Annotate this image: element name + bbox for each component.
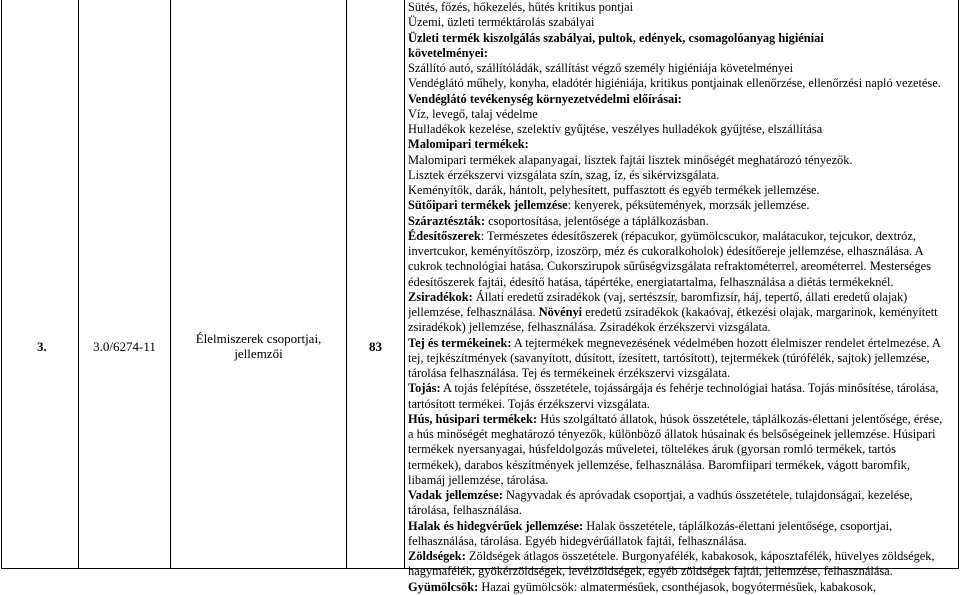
topic-text: termékek), darabos készítmények jellemzése, felhasználása. Baromfiipari termékek, vágott baromfik, (408, 457, 910, 472)
topic-heading-text: Növényi (538, 305, 583, 319)
topic-line (408, 183, 956, 198)
topic-line (408, 519, 956, 534)
topic-text: Üzemi, üzleti terméktárolás szabályai (408, 15, 595, 30)
topic-line (408, 458, 956, 473)
topic-text: : kenyerek, péksütemények, morzsák jellemzése. (567, 198, 810, 213)
topic-heading-text: Tojás: (408, 381, 441, 396)
topic-line (408, 168, 956, 183)
topic-line (408, 107, 956, 122)
topic-heading-text: Gyümölcsök: (408, 579, 479, 594)
topic-text: Nagyvadak és apróvadak csoportjai, a vadhús összetétele, tulajdonságai, kezelése, (502, 488, 913, 502)
topic-line (408, 397, 956, 412)
topic-heading-text: Sütőipari termékek jellemzése (408, 198, 568, 213)
topic-line (408, 0, 956, 15)
topic-line (408, 137, 956, 152)
topic-heading-text: Üzleti termék kiszolgálás szabályai, pultok, edények, csomagolóanyag higiéniai (408, 30, 824, 45)
subject-title-line-1: Élelmiszerek csoportjai, (195, 331, 322, 346)
topic-text: termékek nyersanyagai, húsfeldolgozás műveletei, töltelékes áruk (gyorsan romló termékek, tartós (408, 442, 896, 457)
topic-line (408, 320, 956, 335)
topic-text: A tojás felépítése, összetétele, tojássárgája és fehérje technológiai hatása. Tojás minősítése, tárolása, (440, 381, 939, 396)
topic-heading-text: Vadak jellemzése: (408, 488, 503, 502)
topic-line (408, 305, 956, 320)
topic-line (408, 564, 956, 579)
topic-line (408, 275, 956, 290)
topic-text: libamáj jellemzése, tárolása. (408, 472, 549, 487)
topic-text: Keményítők, darák, hántolt, pelyhesített, puffasztott és egyéb termékek jellemzése. (408, 183, 820, 197)
topic-line (408, 229, 956, 244)
topic-heading-text: Halak és hidegvérűek jellemzése: (408, 518, 584, 533)
topic-line (408, 122, 956, 137)
topic-line (408, 412, 956, 427)
topic-line (408, 76, 956, 91)
topic-text: tárolása, felhasználása. (408, 503, 522, 518)
topic-text: jellemzése, felhasználása. (408, 305, 539, 319)
topic-text: invertcukor, keményítőszörp, izoszörp, méz és cukoralkoholok) édesítőereje jellemzése, elhasználása. A (408, 244, 924, 258)
topics-content (408, 0, 956, 595)
topic-text: Lisztek érzékszervi vizsgálata szín, szag, íz, és sikérvizsgálata. (408, 167, 720, 182)
subject-title (171, 331, 346, 361)
topic-text: Vendéglátó műhely, konyha, eladótér higiéniája, kritikus pontjainak ellenőrzése, ellenőrzési napló vezetése. (408, 76, 941, 91)
row-number-cell (2, 0, 79, 568)
topic-line (408, 214, 956, 229)
topic-text: a hús minőségét meghatározó tényezők, különböző állatok húsainak és belsőségeinek jellemzése. Húsipari (408, 427, 936, 441)
topic-line (408, 488, 956, 503)
topic-line (408, 198, 956, 213)
hours-value: 83 (369, 339, 382, 354)
topic-line (408, 473, 956, 488)
topic-line (408, 351, 956, 366)
topic-text: csoportosítása, jelentősége a táplálkozásban. (485, 213, 709, 228)
topic-heading-text: Édesítőszerek (408, 228, 481, 243)
topic-line (408, 46, 956, 61)
topic-text: eredetű zsiradékok (kakaóvaj, étkezési olajak, margarinok, keményített (582, 305, 938, 319)
topic-heading-text: Tej és termékeinek: (408, 335, 512, 350)
topic-line (408, 549, 956, 564)
topic-line (408, 61, 956, 76)
topic-text: felhasználása, tárolása. Egyéb hidegvérűállatok fajtái, felhasználása. (408, 533, 747, 548)
topic-text: hagymafélék, gyökérzöldségek, levélzöldségek, egyéb zöldségek fajtái, jellemzése, felhasználása. (408, 564, 893, 579)
topic-line (408, 503, 956, 518)
topic-line (408, 15, 956, 30)
topic-line (408, 427, 956, 442)
module-code-cell (79, 0, 171, 568)
topic-text: tartósított termékei. Tojás érzékszervi vizsgálata. (408, 396, 650, 411)
row-number: 3. (37, 339, 47, 354)
topic-line (408, 534, 956, 549)
topic-text: Szállító autó, szállítóládák, szállítást végző személy higiéniája követelményei (408, 61, 794, 75)
topic-heading-text: Száraztészták: (408, 213, 486, 228)
topic-text: Víz, levegő, talaj védelme (408, 106, 538, 121)
topic-heading-text: Zöldségek: (408, 549, 466, 563)
topic-text: édesítőszerek fajtái, édesítő hatása, tápértéke, energiatartalma, felhasználása a diétás termékeknél. (408, 274, 894, 289)
subject-cell (171, 0, 347, 568)
topic-text: tárolása felhasználása. Tej és termékeinek érzékszervi vizsgálata. (408, 366, 731, 380)
topic-line (408, 92, 956, 107)
topic-text: Malomipari termékek alapanyagai, lisztek fajtái lisztek minőségét meghatározó tényezők. (408, 152, 853, 167)
topic-line (408, 442, 956, 457)
topic-line (408, 244, 956, 259)
topic-line (408, 580, 956, 595)
topic-text: Állati eredetű zsiradékok (vaj, sertészsír, baromfizsír, háj, tepertő, állati eredetű olajak) (472, 289, 908, 304)
topic-line (408, 290, 956, 305)
topic-heading-text: Vendéglátó tevékenység környezetvédelmi előírásai: (408, 91, 682, 106)
topic-text: Sütés, főzés, hőkezelés, hűtés kritikus pontjai (408, 0, 634, 14)
topic-text: Zöldségek átlagos összetétele. Burgonyafélék, kabakosok, káposztafélék, hüvelyes zöldségek, (465, 549, 935, 563)
topic-line (408, 366, 956, 381)
topic-text: tej, tejkészítmények (savanyított, dúsított, ízesített, tartósított), tejtermékek (túrófélék, sajtok) jellemzése, (408, 350, 930, 365)
topic-line (408, 336, 956, 351)
topic-text: Hulladékok kezelése, szelektív gyűjtése, veszélyes hulladékok gyűjtése, elszállítása (408, 122, 823, 136)
topic-text: A tejtermékek megnevezésének védelmében hozott élelmiszer rendelet értelmezése. A (511, 335, 941, 350)
topic-line (408, 259, 956, 274)
topic-text: Halak összetétele, táplálkozás-élettani jelentősége, csoportjai, (583, 518, 893, 533)
topic-heading-text: Malomipari termékek: (408, 137, 529, 152)
topic-heading-text: követelményei: (408, 45, 488, 60)
topic-heading-text: Hús, húsipari termékek: (408, 411, 538, 426)
topic-text: Hús szolgáltató állatok, húsok összetétele, táplálkozás-élettani jelentősége, érése, (537, 411, 943, 426)
topic-text: Hazai gyümölcsök: almatermésűek, csonthéjasok, bogyótermésűek, kabakosok, (478, 579, 876, 594)
topic-line (408, 381, 956, 396)
topic-line (408, 153, 956, 168)
topic-text: cukrok technológiai hatása. Cukorszirupok sűrűségvizsgálata refraktométerrel, areométerrel. Mesterséges (408, 259, 931, 274)
module-code: 3.0/6274-11 (93, 339, 156, 354)
topic-line (408, 31, 956, 46)
hours-cell (347, 0, 405, 568)
topic-heading-text: Zsiradékok: (408, 289, 473, 304)
topic-text: zsiradékok) jellemzése, felhasználása. Zsiradékok érzékszervi vizsgálata. (408, 320, 771, 335)
subject-title-line-2: jellemzői (234, 346, 283, 361)
topic-text: : Természetes édesítőszerek (répacukor, gyümölcscukor, malátacukor, tejcukor, dextróz, (480, 228, 916, 243)
